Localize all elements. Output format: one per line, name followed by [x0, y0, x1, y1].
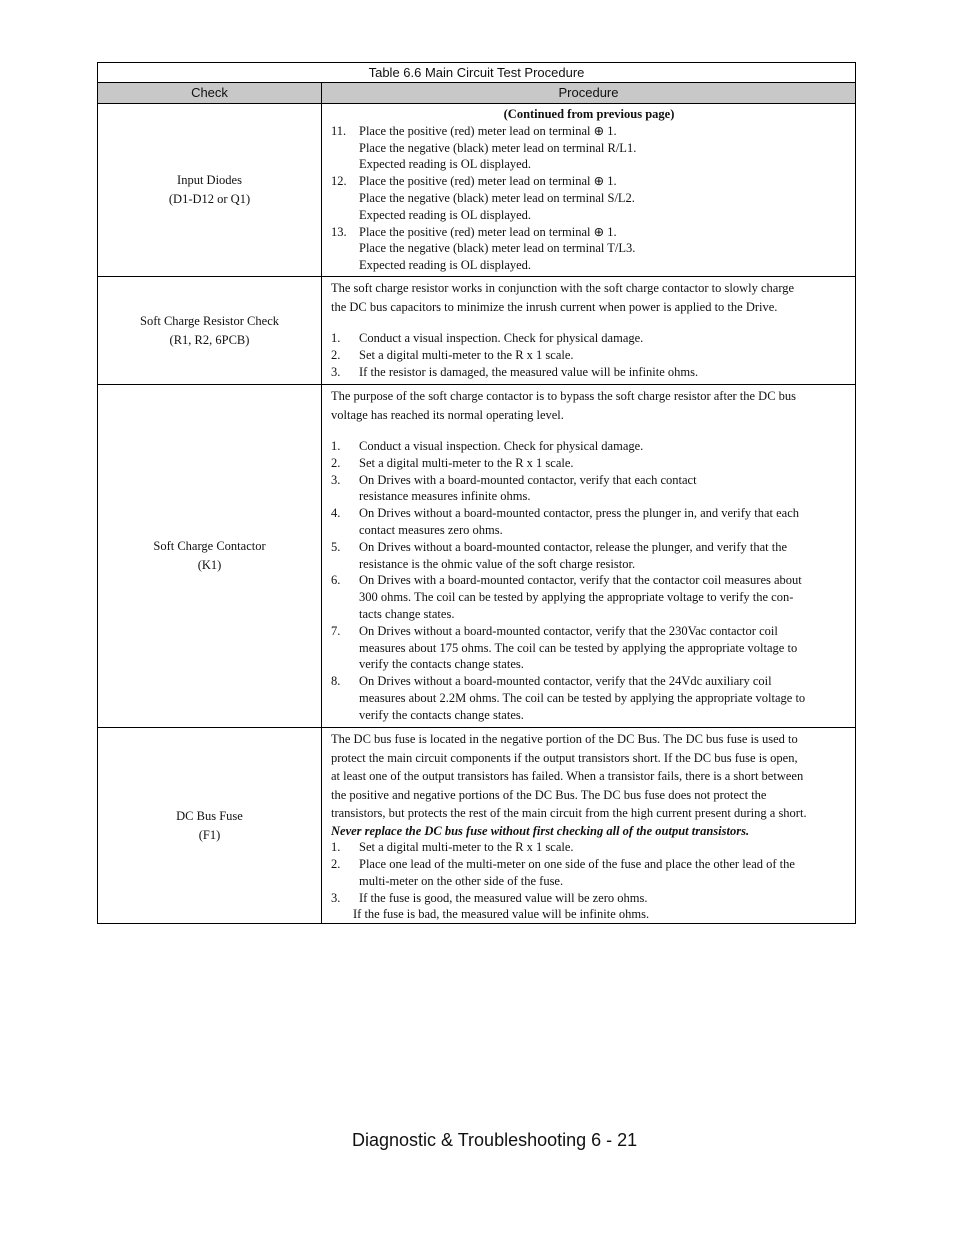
item-line: tacts change states.	[359, 606, 455, 621]
list-item	[331, 572, 847, 622]
check-sublabel: (F1)	[198, 827, 221, 842]
list-item	[331, 364, 847, 381]
check-sublabel: (K1)	[197, 558, 222, 572]
check-cell	[98, 728, 322, 923]
item-line: resistance is the ohmic value of the soft charge resistor.	[359, 556, 636, 571]
check-label: Soft Charge Resistor Check	[140, 313, 279, 328]
list-item	[331, 224, 847, 274]
item-line: On Drives with a board-mounted contactor, verify that each contact	[359, 472, 697, 487]
item-line: Expected reading is OL displayed.	[359, 157, 532, 172]
item-number: 11.	[331, 123, 347, 138]
item-number: 5.	[331, 539, 341, 554]
check-cell	[98, 104, 322, 276]
item-line: measures about 2.2M ohms. The coil can be tested by applying the appropriate voltage to	[359, 690, 806, 705]
item-number: 1.	[331, 840, 341, 855]
item-line: Conduct a visual inspection. Check for physical damage.	[359, 331, 644, 345]
list-item	[331, 173, 847, 223]
item-number: 3.	[331, 472, 341, 487]
warning-note: Never replace the DC bus fuse without first checking all of the output transistors.	[331, 823, 750, 838]
item-line: If the resistor is damaged, the measured value will be infinite ohms.	[359, 364, 699, 379]
item-number: 1.	[331, 331, 341, 345]
list-item	[331, 455, 847, 472]
list-item	[331, 856, 847, 890]
item-line: Place the positive (red) meter lead on terminal ⊕ 1.	[359, 174, 617, 189]
check-label: DC Bus Fuse	[176, 808, 243, 823]
item-line: Expected reading is OL displayed.	[359, 207, 532, 222]
table-row-dc-bus-fuse	[98, 728, 855, 923]
item-line: Place the positive (red) meter lead on terminal ⊕ 1.	[359, 224, 617, 239]
list-item	[331, 890, 847, 907]
list-item	[331, 330, 847, 347]
item-line: verify the contacts change states.	[359, 657, 524, 672]
intro-line: The soft charge resistor works in conjunction with the soft charge contactor to slowly charge	[331, 281, 795, 295]
intro-line: the DC bus capacitors to minimize the inrush current when power is applied to the Drive.	[331, 299, 778, 314]
item-line: Expected reading is OL displayed.	[359, 258, 532, 273]
procedure-cell	[322, 385, 855, 727]
item-line: resistance measures infinite ohms.	[359, 489, 531, 504]
item-number: 2.	[331, 455, 341, 470]
item-number: 13.	[331, 224, 347, 239]
item-line: Conduct a visual inspection. Check for physical damage.	[359, 439, 644, 453]
item-number: 3.	[331, 364, 341, 379]
item-line: Place one lead of the multi-meter on one side of the fuse and place the other lead of the	[359, 857, 795, 872]
table-caption: Table 6.6 Main Circuit Test Procedure	[98, 63, 855, 83]
item-number: 2.	[331, 347, 341, 362]
item-line: Place the negative (black) meter lead on terminal T/L3.	[359, 241, 636, 256]
item-line: contact measures zero ohms.	[359, 522, 503, 537]
item-number: 1.	[331, 439, 341, 453]
intro-line: voltage has reached its normal operating level.	[331, 407, 564, 422]
item-line: Place the negative (black) meter lead on terminal R/L1.	[359, 140, 637, 155]
item-line: On Drives without a board-mounted contactor, release the plunger, and verify that the	[359, 539, 788, 554]
page-footer: Diagnostic & Troubleshooting 6 - 21	[352, 1130, 638, 1150]
item-number: 3.	[331, 890, 341, 905]
check-sublabel: (R1, R2, 6PCB)	[169, 332, 250, 347]
table-row-soft-charge-contactor	[98, 385, 855, 728]
check-cell	[98, 277, 322, 384]
list-item	[331, 472, 847, 506]
item-number: 12.	[331, 174, 347, 189]
procedure-cell	[322, 277, 855, 384]
table-header-row	[98, 83, 855, 104]
check-label: Soft Charge Contactor	[153, 539, 266, 553]
item-line: On Drives with a board-mounted contactor, verify that the contactor coil measures about	[359, 573, 802, 588]
item-line: Set a digital multi-meter to the R x 1 scale.	[359, 347, 574, 362]
list-item	[331, 123, 847, 173]
list-item	[331, 347, 847, 364]
list-item	[331, 673, 847, 723]
header-check: Check	[98, 83, 322, 103]
item-line: verify the contacts change states.	[359, 707, 524, 722]
header-procedure: Procedure	[558, 85, 619, 100]
list-item	[331, 505, 847, 539]
procedure-cell	[322, 104, 855, 276]
item-line: Set a digital multi-meter to the R x 1 scale.	[359, 840, 574, 855]
item-line: On Drives without a board-mounted contactor, verify that the 24Vdc auxiliary coil	[359, 674, 772, 689]
check-sublabel: (D1-D12 or Q1)	[168, 192, 251, 206]
intro-paragraph	[331, 279, 847, 316]
item-line: If the fuse is good, the measured value will be zero ohms.	[359, 890, 648, 905]
item-line: Set a digital multi-meter to the R x 1 scale.	[359, 455, 574, 470]
intro-line: The purpose of the soft charge contactor is to bypass the soft charge resistor after the DC bus	[331, 389, 797, 403]
intro-line: The DC bus fuse is located in the negative portion of the DC Bus. The DC bus fuse is used to	[331, 732, 798, 746]
intro-line: the positive and negative portions of the DC Bus. The DC bus fuse does not protect the	[331, 787, 767, 802]
list-item	[331, 623, 847, 673]
item-number: 2.	[331, 857, 341, 872]
item-line: 300 ohms. The coil can be tested by applying the appropriate voltage to verify the con-	[359, 590, 794, 605]
table-row-soft-charge-resistor	[98, 277, 855, 385]
intro-paragraph	[331, 730, 847, 823]
procedure-cell	[322, 728, 855, 923]
check-cell	[98, 385, 322, 727]
table-row-input-diodes	[98, 104, 855, 277]
item-number: 6.	[331, 573, 341, 588]
item-line: Place the positive (red) meter lead on terminal ⊕ 1.	[359, 123, 617, 138]
item-line: On Drives without a board-mounted contactor, verify that the 230Vac contactor coil	[359, 623, 778, 638]
intro-line: at least one of the output transistors has failed. When a transistor fails, there is a short between	[331, 769, 804, 783]
trailing-note: If the fuse is bad, the measured value will be infinite ohms.	[353, 907, 650, 922]
list-item	[331, 438, 847, 455]
item-number: 8.	[331, 674, 341, 689]
item-line: measures about 175 ohms. The coil can be tested by applying the appropriate voltage to	[359, 640, 798, 655]
item-number: 7.	[331, 623, 341, 638]
main-circuit-test-table	[97, 62, 856, 924]
check-label: Input Diodes	[177, 173, 242, 187]
item-line: multi-meter on the other side of the fuse.	[359, 873, 564, 888]
intro-line: protect the main circuit components if the output transistors short. If the DC bus fuse is open,	[331, 750, 798, 765]
item-line: Place the negative (black) meter lead on terminal S/L2.	[359, 190, 635, 205]
item-line: On Drives without a board-mounted contactor, press the plunger in, and verify that each	[359, 506, 799, 521]
list-item	[331, 539, 847, 573]
intro-paragraph	[331, 387, 847, 424]
continued-note: (Continued from previous page)	[503, 107, 675, 121]
item-number: 4.	[331, 506, 341, 521]
intro-line: transistors, but protects the rest of the main circuit from the high current present during a short.	[331, 806, 807, 820]
list-item	[331, 839, 847, 856]
